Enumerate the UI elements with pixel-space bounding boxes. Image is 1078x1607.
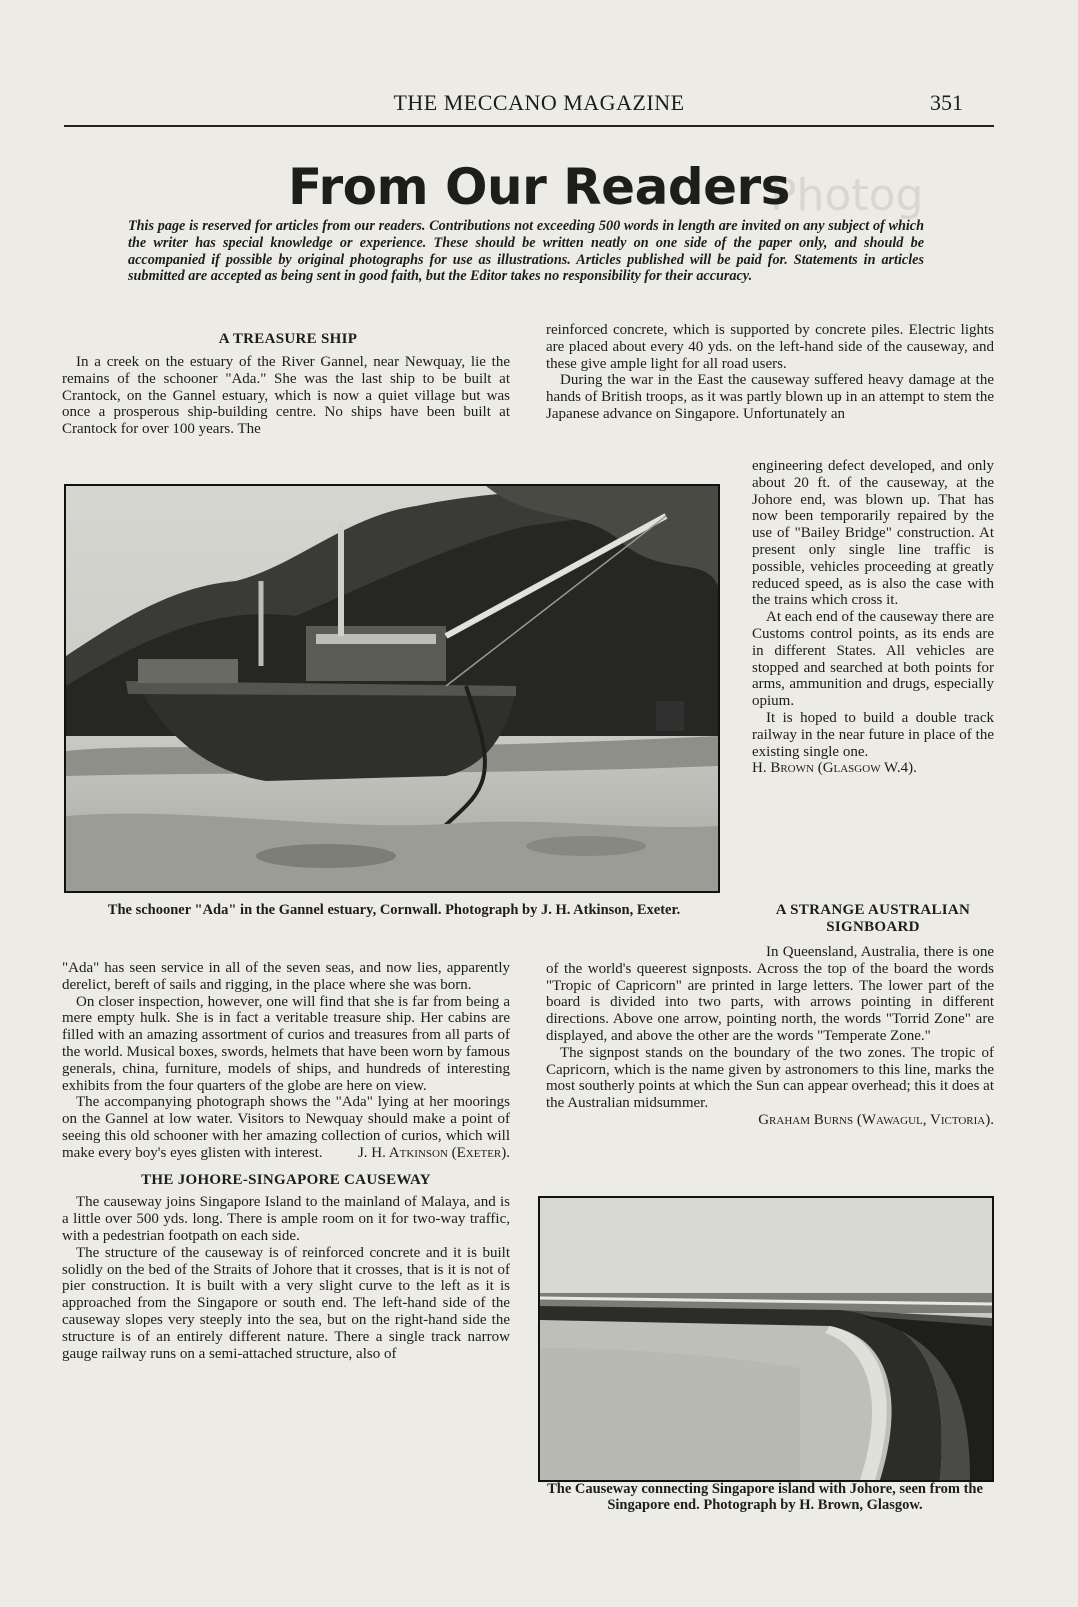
causeway-paragraph-5: At each end of the causeway there are Customs control points, as its ends are in different States. All vehicles are stopped and searched at both points for arms, ammunition and drugs, especially opium. (752, 609, 994, 710)
treasure-paragraph-2: "Ada" has seen service in all of the seven seas, and now lies, apparently derelict, bereft of sails and rigging, in the place where she was born. (62, 960, 510, 993)
causeway-paragraph-4a: During the war in the East the causeway suffered heavy damage at the hands of British troops, as it was partly blown up in an attempt to stem the Japanese advance on Singapore. Unfortunately an (546, 372, 994, 422)
treasure-signature: J. H. Atkinson (Exeter). (357, 1144, 510, 1161)
header-rule (64, 125, 994, 127)
signboard-paragraph-2: The signpost stands on the boundary of the two zones. The tropic of Capricorn, which is the name given by astronomers to this line, marks the most southerly points at which the Sun can appear overhead; this it does at the Australian midsummer. (546, 1044, 994, 1112)
page-number: 351 (930, 90, 963, 115)
schooner-photo-caption: The schooner "Ada" in the Gannel estuary, Cornwall. Photograph by J. H. Atkinson, Exeter. (107, 902, 681, 918)
show-through-text: Photog (770, 170, 924, 221)
treasure-ship-intro (62, 354, 510, 438)
signboard-article (546, 944, 994, 1129)
causeway-paragraph-4b: engineering defect developed, and only about 20 ft. of the causeway, at the Johore end, was blown up. That has now been temporarily repaired by the use of "Bailey Bridge" construction. At present only single line traffic is possible, vehicles proceeding at greatly reduced speed, as is also the case with the trains which cross it. (752, 458, 994, 609)
treasure-paragraph-1: In a creek on the estuary of the River Gannel, near Newquay, lie the remains of the schooner "Ada." She was the last ship to be built at Crantock, on the Gannel estuary, which is now a quiet village but was once a prosperous ship-building centre. No ships have been built at Crantock for over 100 years. The (62, 354, 510, 438)
causeway-photo-caption: The Causeway connecting Singapore island with Johore, seen from the Singapore end. Photograph by H. Brown, Glasgow. (547, 1481, 983, 1513)
left-column-lower (62, 960, 510, 1362)
page-title: From Our Readers (288, 158, 790, 216)
schooner-ada-image (66, 486, 718, 891)
schooner-ada-photo (64, 484, 720, 893)
treasure-paragraph-3: On closer inspection, however, one will find that she is far from being a mere empty hulk. She is in fact a veritable treasure ship. Her cabins are filled with an amazing assortment of curios and treasures from all parts of the world. Musical boxes, swords, helmets that have been worn by famous generals, china, furniture, models of ships, and hundreds of interesting exhibits from the four quarters of the globe are here on view. (62, 993, 510, 1094)
causeway-signature: H. Brown (Glasgow W.4). (752, 760, 917, 777)
causeway-continuation-top (546, 322, 994, 423)
signboard-heading: A STRANGE AUSTRALIAN SIGNBOARD (775, 902, 971, 935)
causeway-paragraph-6: It is hoped to build a double track railway in the near future in place of the existing single one. (752, 709, 994, 760)
treasure-ship-heading: A TREASURE SHIP (218, 331, 358, 347)
causeway-paragraph-2: The structure of the causeway is of reinforced concrete and it is built solidly on the bed of the Straits of Johore that it crosses, that is it is not of pier construction. It is built with a very slight curve to the left as it is approached from the Singapore or south end. The left-hand side of the causeway slopes very steeply into the sea, but on the right-hand side the structure is of an entirely different nature. There a single track narrow gauge railway runs on a semi-attached structure, also of (62, 1244, 510, 1362)
intro-paragraph: This page is reserved for articles from our readers. Contributions not exceeding 500 words in length are invited on any subject of which the writer has special knowledge or experience. These should be written neatly on one side of the paper only, and should be accompanied if possible by original photographs for use as illustrations. Articles published will be paid for. Statements in articles submitted are accepted as being sent in good faith, but the Editor takes no responsibility for their accuracy. (128, 218, 924, 285)
causeway-heading: THE JOHORE-SINGAPORE CAUSEWAY (141, 1171, 431, 1188)
treasure-paragraph-4: The accompanying photograph shows the "Ada" lying at her moorings on the Gannel at low water. Visitors to Newquay should make a point of seeing this old schooner with her amazing collection of curios, which will make every boy's eyes glisten with interest. (62, 1094, 510, 1161)
signboard-paragraph-1: In Queensland, Australia, there is one of the world's queerest signposts. Across the top of the board the words "Tropic of Capricorn" are printed in large letters. The lower part of the board is divided into two parts, with arrows pointing in different directions. Above one arrow, pointing north, the words "Torrid Zone" are displayed, and above the other are the words "Temperate Zone." (546, 944, 994, 1044)
causeway-paragraph-1: The causeway joins Singapore Island to the mainland of Malaya, and is a little over 500 yds. long. There is ample room on it for two-way traffic, with a pedestrian footpath on each side. (62, 1194, 510, 1244)
causeway-photo (538, 1196, 994, 1482)
causeway-paragraph-3: reinforced concrete, which is supported by concrete piles. Electric lights are placed about every 40 yds. on the left-hand side of the causeway, and these give ample light for all road users. (546, 322, 994, 372)
causeway-continuation-narrow (752, 458, 994, 777)
causeway-image (540, 1198, 992, 1480)
signboard-signature: Graham Burns (Wawagul, Victoria). (758, 1111, 994, 1128)
magazine-title: THE MECCANO MAGAZINE (393, 90, 685, 115)
